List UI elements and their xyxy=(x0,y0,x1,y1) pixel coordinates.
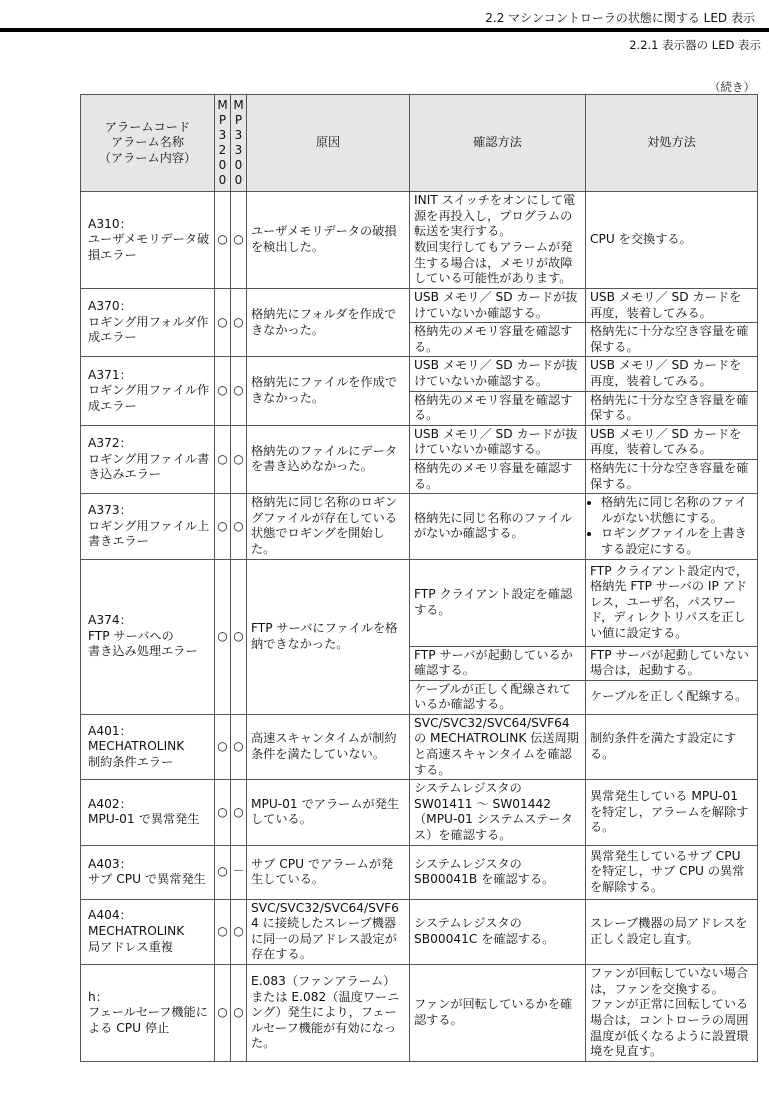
mp3300-mark: ○ xyxy=(231,494,247,559)
check-cell: SVC/SVC32/SVC64/SVF64 の MECHATROLINK 伝送周期と高速スキャンタイムを確認する。 xyxy=(410,714,586,779)
remedy-cell: CPU を交換する。 xyxy=(586,192,758,289)
table-row xyxy=(81,425,758,459)
remedy-cell: ケーブルを正しく配線する。 xyxy=(586,680,758,714)
mp3200-mark: ○ xyxy=(215,425,231,493)
header-check: 確認方法 xyxy=(410,95,586,192)
remedy-cell: 制約条件を満たす設定にする。 xyxy=(586,714,758,779)
cause-cell: MPU-01 でアラームが発生している。 xyxy=(247,780,410,845)
remedy-list-item: • ロギングファイルを上書きする設定にする。 xyxy=(601,526,753,557)
remedy-cell: ファンが回転していない場合は，ファンを交換する。 ファンが正常に回転している場合は，コントローラの周囲温度が低くなるように設置環境を見直す。 xyxy=(586,965,758,1062)
alarm-code-cell: h： フェールセーフ機能による CPU 停止 xyxy=(81,965,215,1062)
running-header-subsection: 2.2.1 表示器の LED 表示 xyxy=(629,38,761,52)
remedy-cell: USB メモリ／ SD カードを再度，装着してみる。 xyxy=(586,425,758,459)
mp3200-mark: ○ xyxy=(215,357,231,425)
mp3300-mark: ○ xyxy=(231,425,247,493)
table-row xyxy=(81,192,758,289)
alarm-table xyxy=(80,94,758,1062)
model-label: M P 3 3 0 0 xyxy=(233,98,244,187)
table-row xyxy=(81,357,758,391)
table-row xyxy=(81,559,758,646)
check-cell: FTP クライアント設定を確認する。 xyxy=(410,559,586,646)
table-row xyxy=(81,845,758,899)
mp3300-mark: ○ xyxy=(231,357,247,425)
alarm-code-cell: A402： MPU-01 で異常発生 xyxy=(81,780,215,845)
cause-cell: 格納先に同じ名称のロギングファイルが存在している状態でロギングを開始した。 xyxy=(247,494,410,559)
model-label: M P 3 2 0 0 xyxy=(217,98,228,187)
check-cell: ファンが回転しているかを確認する。 xyxy=(410,965,586,1062)
mp3200-mark: ○ xyxy=(215,899,231,964)
alarm-code-cell: A372： ロギング用ファイル書き込みエラー xyxy=(81,425,215,493)
mp3300-mark: ○ xyxy=(231,192,247,289)
header-mp3200 xyxy=(215,95,231,192)
mp3200-mark: ○ xyxy=(215,965,231,1062)
alarm-code-cell: A374： FTP サーバへの 書き込み処理エラー xyxy=(81,559,215,714)
table-header-row xyxy=(81,95,758,192)
cause-cell: 格納先にファイルを作成できなかった。 xyxy=(247,357,410,425)
check-cell: USB メモリ／ SD カードが抜けていないか確認する。 xyxy=(410,289,586,323)
mp3200-mark: ○ xyxy=(215,845,231,899)
mp3200-mark: ○ xyxy=(215,494,231,559)
remedy-cell: 異常発生しているサブ CPU を特定し，サブ CPU の異常を解除する。 xyxy=(586,845,758,899)
remedy-cell: 異常発生している MPU-01 を特定し，アラームを解除する。 xyxy=(586,780,758,845)
table-row xyxy=(81,494,758,559)
remedy-cell xyxy=(586,494,758,559)
table-row xyxy=(81,714,758,779)
alarm-code-cell: A373： ロギング用ファイル上書きエラー xyxy=(81,494,215,559)
mp3200-mark: ○ xyxy=(215,714,231,779)
remedy-cell: FTP クライアント設定内で，格納先 FTP サーバの IP アドレス，ユーザ名，パスワード，ディレクトリパスを正しい値に設定する。 xyxy=(586,559,758,646)
table-row xyxy=(81,289,758,323)
mp3300-mark: ○ xyxy=(231,714,247,779)
cause-cell: 高速スキャンタイムが制約条件を満たしていない。 xyxy=(247,714,410,779)
cause-cell: 格納先にフォルダを作成できなかった。 xyxy=(247,289,410,357)
remedy-cell: USB メモリ／ SD カードを再度，装着してみる。 xyxy=(586,357,758,391)
header-remedy: 対処方法 xyxy=(586,95,758,192)
remedy-list-item: • 格納先に同じ名称のファイルがない状態にする。 xyxy=(601,495,753,526)
alarm-code-cell: A404： MECHATROLINK 局アドレス重複 xyxy=(81,899,215,964)
check-cell: システムレジスタの SW01411 ～ SW01442 （MPU-01 システムステータス）を確認する。 xyxy=(410,780,586,845)
mp3300-mark: － xyxy=(231,845,247,899)
mp3300-mark: ○ xyxy=(231,559,247,714)
cause-cell: SVC/SVC32/SVC64/SVF64 に接続したスレーブ機器に同一の局アドレス設定が存在する。 xyxy=(247,899,410,964)
cause-cell: FTP サーバにファイルを格納できなかった。 xyxy=(247,559,410,714)
check-cell: システムレジスタの SB00041C を確認する。 xyxy=(410,899,586,964)
running-header-section: 2.2 マシンコントローラの状態に関する LED 表示 xyxy=(485,11,755,25)
check-cell: ケーブルが正しく配線されているか確認する。 xyxy=(410,680,586,714)
remedy-cell: スレーブ機器の局アドレスを正しく設定し直す。 xyxy=(586,899,758,964)
header-cause: 原因 xyxy=(247,95,410,192)
check-cell: 格納先のメモリ容量を確認する。 xyxy=(410,459,586,493)
check-cell: USB メモリ／ SD カードが抜けていないか確認する。 xyxy=(410,357,586,391)
table-row xyxy=(81,899,758,964)
mp3200-mark: ○ xyxy=(215,780,231,845)
cause-cell: ユーザメモリデータの破損を検出した。 xyxy=(247,192,410,289)
cause-cell: 格納先のファイルにデータを書き込めなかった。 xyxy=(247,425,410,493)
table-row xyxy=(81,965,758,1062)
table-row xyxy=(81,780,758,845)
mp3200-mark: ○ xyxy=(215,289,231,357)
remedy-cell: USB メモリ／ SD カードを再度，装着してみる。 xyxy=(586,289,758,323)
alarm-code-cell: A370： ロギング用フォルダ作成エラー xyxy=(81,289,215,357)
mp3300-mark: ○ xyxy=(231,899,247,964)
cause-cell: E.083（ファンアラーム）または E.082（温度ワーニング）発生により，フェールセーフ機能が有効になった。 xyxy=(247,965,410,1062)
remedy-cell: 格納先に十分な空き容量を確保する。 xyxy=(586,459,758,493)
remedy-list xyxy=(590,495,753,557)
remedy-cell: 格納先に十分な空き容量を確保する。 xyxy=(586,323,758,357)
check-cell: システムレジスタの SB00041B を確認する。 xyxy=(410,845,586,899)
remedy-cell: FTP サーバが起動していない場合は，起動する。 xyxy=(586,646,758,680)
check-cell: 格納先のメモリ容量を確認する。 xyxy=(410,323,586,357)
check-cell: 格納先のメモリ容量を確認する。 xyxy=(410,391,586,425)
header-rule xyxy=(0,28,769,32)
remedy-cell: 格納先に十分な空き容量を確保する。 xyxy=(586,391,758,425)
mp3200-mark: ○ xyxy=(215,559,231,714)
mp3300-mark: ○ xyxy=(231,965,247,1062)
mp3300-mark: ○ xyxy=(231,289,247,357)
check-cell: 格納先に同じ名称のファイルがないか確認する。 xyxy=(410,494,586,559)
header-code: アラームコード アラーム名称 （アラーム内容） xyxy=(81,95,215,192)
mp3200-mark: ○ xyxy=(215,192,231,289)
mp3300-mark: ○ xyxy=(231,780,247,845)
cause-cell: サブ CPU でアラームが発生している。 xyxy=(247,845,410,899)
alarm-code-cell: A401： MECHATROLINK 制約条件エラー xyxy=(81,714,215,779)
header-mp3300 xyxy=(231,95,247,192)
alarm-code-cell: A371： ロギング用ファイル作成エラー xyxy=(81,357,215,425)
continued-label: （続き） xyxy=(709,80,755,94)
check-cell: INIT スイッチをオンにして電源を再投入し，プログラムの転送を実行する。 数回実行してもアラームが発生する場合は，メモリが故障している可能性があります。 xyxy=(410,192,586,289)
check-cell: FTP サーバが起動しているか確認する。 xyxy=(410,646,586,680)
alarm-code-cell: A403： サブ CPU で異常発生 xyxy=(81,845,215,899)
check-cell: USB メモリ／ SD カードが抜けていないか確認する。 xyxy=(410,425,586,459)
alarm-code-cell: A310： ユーザメモリデータ破損エラー xyxy=(81,192,215,289)
